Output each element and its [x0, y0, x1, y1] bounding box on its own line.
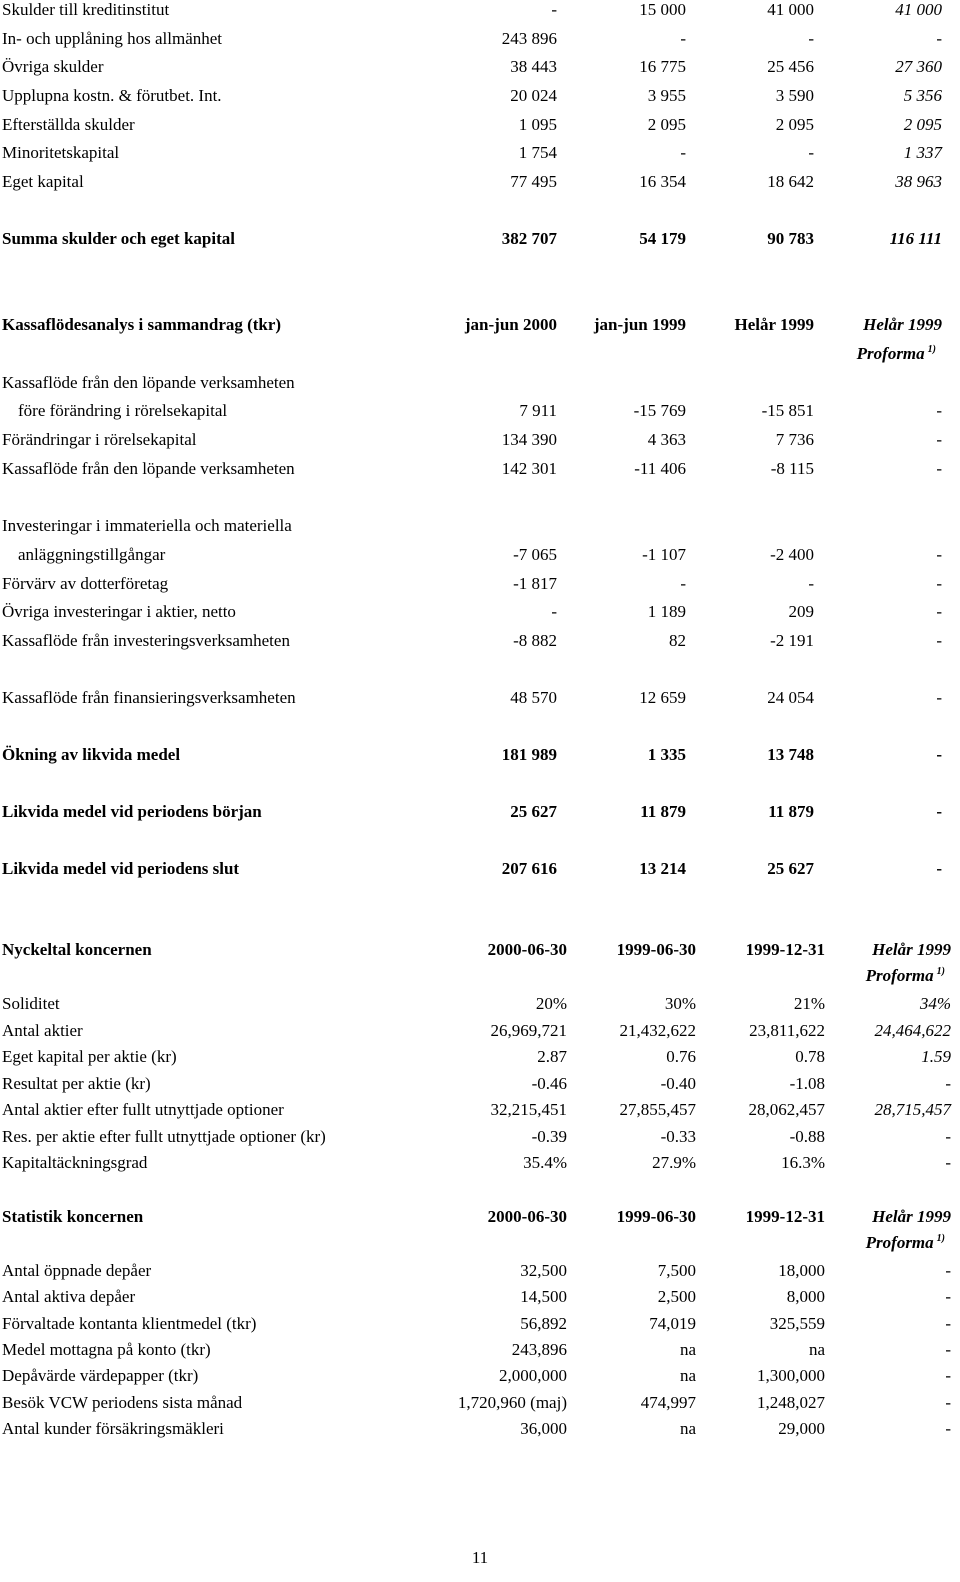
- row-label: Medel mottagna på konto (tkr): [2, 1339, 211, 1359]
- table-row: [0, 1048, 960, 1070]
- value-proforma: -: [936, 401, 942, 420]
- table-row: [0, 1315, 960, 1337]
- value-proforma: -: [945, 1261, 951, 1280]
- table-row: [0, 374, 960, 396]
- row-label: Kassaflöde från finansieringsverksamheten: [2, 688, 296, 707]
- value-jan-jun-2000: 1 095: [518, 115, 557, 134]
- value-proforma: -: [945, 1153, 951, 1172]
- row-label: Övriga investeringar i aktier, netto: [2, 602, 236, 621]
- value-1999-12-31: 21%: [793, 994, 825, 1013]
- value-proforma: 41 000: [895, 0, 942, 19]
- value-2000-06-30: 32,500: [520, 1261, 567, 1280]
- section-title: Kassaflödesanalys i sammandrag (tkr): [2, 315, 282, 334]
- value-jan-jun-2000: 77 495: [510, 172, 557, 191]
- column-header: 1999-06-30: [616, 940, 696, 959]
- value-1999-06-30: -0.33: [660, 1126, 696, 1146]
- value-2000-06-30: 1,720,960 (maj): [457, 1392, 567, 1412]
- value-proforma: -: [936, 859, 942, 878]
- table-row: [0, 1341, 960, 1363]
- value-1999-06-30: na: [679, 1418, 696, 1438]
- table-row: [0, 689, 960, 711]
- value-proforma: 38 963: [895, 172, 942, 191]
- value-jan-jun-1999: -15 769: [633, 401, 686, 420]
- value-jan-jun-2000: -7 065: [513, 545, 557, 564]
- value-proforma: -: [945, 1339, 951, 1359]
- value-jan-jun-2000: 134 390: [501, 430, 557, 449]
- table-row: [0, 575, 960, 597]
- value-proforma: -: [936, 574, 942, 593]
- row-label: Förvärv av dotterföretag: [2, 574, 169, 593]
- value-jan-jun-1999: 13 214: [639, 859, 686, 878]
- table-row: [0, 1128, 960, 1150]
- value-2000-06-30: 35.4%: [523, 1153, 567, 1172]
- table-row: [0, 1154, 960, 1176]
- value-1999-12-31: 18,000: [778, 1261, 825, 1280]
- table-row: [0, 1075, 960, 1097]
- table-row: [0, 402, 960, 424]
- row-label: före förändring i rörelsekapital: [18, 401, 228, 420]
- value-1999-12-31: 16.3%: [781, 1153, 825, 1172]
- table-row: [0, 1367, 960, 1389]
- row-label: Kassaflöde från investeringsverksamheten: [2, 631, 290, 650]
- row-label: Likvida medel vid periodens slut: [2, 859, 240, 878]
- column-subheader: [0, 1234, 960, 1256]
- value-jan-jun-2000: -8 882: [513, 631, 557, 650]
- proforma-text: Proforma: [865, 966, 934, 985]
- row-label: Antal öppnade depåer: [2, 1261, 152, 1280]
- value-helar-1999: -: [808, 143, 814, 162]
- table-row: [0, 603, 960, 625]
- value-helar-1999: -: [808, 29, 814, 48]
- column-header: Helår 1999: [734, 315, 814, 334]
- value-jan-jun-1999: 2 095: [647, 115, 686, 134]
- value-proforma: 2 095: [903, 115, 942, 134]
- value-jan-jun-1999: 16 354: [639, 172, 686, 191]
- column-header: Helår 1999: [863, 315, 942, 334]
- value-proforma: 1 337: [903, 143, 942, 162]
- table-row: [0, 1262, 960, 1284]
- row-label: Övriga skulder: [2, 57, 104, 76]
- value-proforma: -: [945, 1073, 951, 1093]
- section-header: [0, 316, 960, 338]
- value-2000-06-30: -0.39: [531, 1126, 567, 1146]
- value-1999-06-30: 7,500: [657, 1261, 696, 1280]
- value-jan-jun-1999: 12 659: [639, 688, 686, 707]
- value-2000-06-30: 20%: [535, 994, 567, 1013]
- row-label: Skulder till kreditinstitut: [2, 0, 170, 19]
- section-title: Nyckeltal koncernen: [2, 940, 152, 959]
- value-jan-jun-2000: -: [551, 0, 557, 19]
- value-helar-1999: -8 115: [770, 459, 814, 478]
- row-label: Depåvärde värdepapper (tkr): [2, 1366, 199, 1386]
- value-helar-1999: 25 456: [767, 57, 814, 76]
- value-proforma: -: [945, 1392, 951, 1412]
- value-proforma: 34%: [919, 994, 951, 1013]
- value-proforma: -: [936, 802, 942, 821]
- table-row: [0, 173, 960, 195]
- row-label: Efterställda skulder: [2, 115, 135, 134]
- value-helar-1999: -2 191: [770, 631, 814, 650]
- value-jan-jun-2000: -1 817: [513, 574, 557, 593]
- value-proforma: -: [936, 745, 942, 764]
- total-row: [0, 860, 960, 882]
- column-header: jan-jun 1999: [593, 315, 686, 334]
- column-header: Helår 1999: [872, 1207, 951, 1226]
- value-helar-1999: 25 627: [767, 859, 814, 878]
- value-helar-1999: 3 590: [775, 86, 814, 105]
- table-row: [0, 995, 960, 1017]
- value-helar-1999: -2 400: [770, 545, 814, 564]
- value-1999-12-31: -0.88: [789, 1126, 825, 1146]
- footnote-mark: 1): [936, 1233, 945, 1244]
- value-jan-jun-2000: 48 570: [510, 688, 557, 707]
- table-row: [0, 1101, 960, 1123]
- value-jan-jun-2000: 243 896: [501, 29, 557, 48]
- row-label: Kassaflöde från den löpande verksamheten: [2, 459, 295, 478]
- value-1999-12-31: na: [808, 1339, 825, 1359]
- column-header: Helår 1999: [872, 940, 951, 959]
- value-jan-jun-1999: -: [680, 143, 686, 162]
- column-subheader: [0, 967, 960, 989]
- value-2000-06-30: 56,892: [520, 1313, 567, 1333]
- row-label: Antal aktiva depåer: [2, 1287, 136, 1307]
- value-1999-12-31: 23,811,622: [749, 1020, 825, 1040]
- value-1999-12-31: -1.08: [789, 1073, 825, 1093]
- value-jan-jun-2000: -: [551, 602, 557, 621]
- table-row: [0, 1420, 960, 1442]
- value-1999-12-31: 0.78: [795, 1047, 825, 1066]
- value-proforma: -: [936, 29, 942, 48]
- value-helar-1999: 209: [788, 602, 814, 621]
- row-label: Likvida medel vid periodens början: [2, 802, 262, 821]
- value-proforma: -: [945, 1126, 951, 1146]
- value-jan-jun-1999: 82: [669, 631, 686, 650]
- value-jan-jun-1999: 15 000: [639, 0, 686, 19]
- table-row: [0, 517, 960, 539]
- column-header: 1999-12-31: [745, 940, 825, 959]
- value-1999-12-31: 8,000: [786, 1287, 825, 1307]
- table-row: [0, 1394, 960, 1416]
- value-proforma: -: [945, 1313, 951, 1333]
- value-helar-1999: 90 783: [767, 229, 814, 248]
- value-jan-jun-2000: 207 616: [501, 859, 557, 878]
- value-jan-jun-1999: -: [680, 574, 686, 593]
- value-1999-06-30: 30%: [664, 994, 696, 1013]
- value-1999-12-31: 29,000: [778, 1418, 825, 1438]
- value-1999-06-30: 474,997: [640, 1392, 696, 1412]
- table-row: [0, 116, 960, 138]
- value-1999-06-30: na: [679, 1366, 696, 1386]
- table-row: [0, 460, 960, 482]
- table-row: [0, 144, 960, 166]
- value-1999-06-30: na: [679, 1339, 696, 1359]
- value-2000-06-30: 32,215,451: [490, 1100, 567, 1119]
- footnote-mark: 1): [936, 966, 945, 977]
- total-row: [0, 803, 960, 825]
- value-1999-06-30: 74,019: [649, 1313, 696, 1333]
- value-1999-06-30: 0.76: [666, 1047, 696, 1066]
- value-1999-12-31: 325,559: [769, 1313, 825, 1333]
- row-label: Eget kapital per aktie (kr): [2, 1047, 177, 1066]
- value-1999-06-30: 21,432,622: [619, 1020, 696, 1040]
- row-label: anläggningstillgångar: [18, 545, 166, 564]
- value-helar-1999: 41 000: [767, 0, 814, 19]
- value-2000-06-30: 2.87: [537, 1047, 567, 1066]
- row-label: Res. per aktie efter fullt utnyttjade optioner (kr): [2, 1126, 326, 1146]
- row-label: Upplupna kostn. & förutbet. Int.: [2, 86, 222, 105]
- value-jan-jun-1999: 1 335: [647, 745, 686, 764]
- value-2000-06-30: 243,896: [511, 1339, 567, 1359]
- proforma-label: [857, 345, 936, 362]
- proforma-text: Proforma: [865, 1233, 934, 1252]
- row-label: Förvaltade kontanta klientmedel (tkr): [2, 1313, 257, 1333]
- value-jan-jun-2000: 1 754: [518, 143, 557, 162]
- value-jan-jun-2000: 142 301: [501, 459, 557, 478]
- value-2000-06-30: 2,000,000: [499, 1366, 567, 1386]
- row-label: Antal aktier efter fullt utnyttjade optioner: [2, 1100, 284, 1119]
- proforma-text: Proforma: [856, 344, 925, 363]
- value-proforma: 1.59: [921, 1047, 951, 1066]
- value-proforma: 24,464,622: [874, 1020, 951, 1040]
- value-jan-jun-1999: 16 775: [639, 57, 686, 76]
- value-proforma: -: [945, 1366, 951, 1386]
- table-row: [0, 58, 960, 80]
- value-helar-1999: -: [808, 574, 814, 593]
- column-header: 1999-06-30: [616, 1207, 696, 1226]
- total-row: [0, 746, 960, 768]
- value-jan-jun-1999: -: [680, 29, 686, 48]
- value-jan-jun-2000: 7 911: [519, 401, 557, 420]
- table-row: [0, 632, 960, 654]
- total-row: [0, 230, 960, 252]
- table-row: [0, 1022, 960, 1044]
- value-proforma: -: [936, 430, 942, 449]
- section-header: [0, 941, 960, 963]
- section-header: [0, 1208, 960, 1230]
- row-label: Summa skulder och eget kapital: [2, 229, 235, 248]
- row-label: Investeringar i immateriella och materiella: [2, 516, 292, 535]
- value-1999-12-31: 1,300,000: [757, 1366, 825, 1386]
- proforma-label: [866, 1234, 945, 1251]
- value-helar-1999: 13 748: [767, 745, 814, 764]
- value-jan-jun-1999: 54 179: [639, 229, 686, 248]
- value-jan-jun-1999: -1 107: [642, 545, 686, 564]
- table-row: [0, 546, 960, 568]
- value-helar-1999: 11 879: [768, 802, 814, 821]
- table-row: [0, 30, 960, 52]
- footnote-mark: 1): [927, 344, 936, 355]
- row-label: In- och upplåning hos allmänhet: [2, 29, 223, 48]
- row-label: Antal kunder försäkringsmäkleri: [2, 1418, 224, 1438]
- value-jan-jun-2000: 382 707: [501, 229, 557, 248]
- value-2000-06-30: 14,500: [520, 1287, 567, 1307]
- column-header: 1999-12-31: [745, 1207, 825, 1226]
- proforma-label: [866, 967, 945, 984]
- row-label: Besök VCW periodens sista månad: [2, 1392, 243, 1412]
- page-number: 11: [471, 1548, 489, 1567]
- row-label: Eget kapital: [2, 172, 84, 191]
- value-helar-1999: -15 851: [761, 401, 814, 420]
- value-jan-jun-1999: 11 879: [640, 802, 686, 821]
- row-label: Soliditet: [2, 994, 60, 1013]
- value-jan-jun-1999: -11 406: [634, 459, 686, 478]
- value-1999-06-30: 27.9%: [652, 1153, 696, 1172]
- value-helar-1999: 7 736: [775, 430, 814, 449]
- value-proforma: -: [945, 1418, 951, 1438]
- table-row: [0, 1, 960, 23]
- value-jan-jun-2000: 38 443: [510, 57, 557, 76]
- value-proforma: 27 360: [895, 57, 942, 76]
- value-1999-12-31: 28,062,457: [748, 1100, 825, 1119]
- value-jan-jun-2000: 181 989: [501, 745, 557, 764]
- row-label: Kapitaltäckningsgrad: [2, 1153, 148, 1172]
- value-jan-jun-1999: 1 189: [647, 602, 686, 621]
- column-header: jan-jun 2000: [464, 315, 557, 334]
- value-1999-06-30: 27,855,457: [619, 1100, 696, 1119]
- value-jan-jun-1999: 4 363: [647, 430, 686, 449]
- row-label: Minoritetskapital: [2, 143, 120, 162]
- value-proforma: -: [936, 545, 942, 564]
- value-proforma: -: [936, 688, 942, 707]
- value-2000-06-30: 36,000: [520, 1418, 567, 1438]
- column-header: 2000-06-30: [487, 940, 567, 959]
- value-helar-1999: 18 642: [767, 172, 814, 191]
- table-row: [0, 1288, 960, 1310]
- value-jan-jun-2000: 20 024: [510, 86, 557, 105]
- value-jan-jun-1999: 3 955: [647, 86, 686, 105]
- value-proforma: -: [936, 602, 942, 621]
- value-1999-06-30: 2,500: [657, 1287, 696, 1307]
- value-proforma: -: [936, 459, 942, 478]
- value-proforma: -: [945, 1287, 951, 1307]
- value-1999-12-31: 1,248,027: [757, 1392, 825, 1412]
- row-label: Resultat per aktie (kr): [2, 1073, 151, 1093]
- value-2000-06-30: -0.46: [531, 1073, 567, 1093]
- value-helar-1999: 24 054: [767, 688, 814, 707]
- value-jan-jun-2000: 25 627: [510, 802, 557, 821]
- value-proforma: 28,715,457: [874, 1100, 951, 1119]
- table-row: [0, 87, 960, 109]
- value-proforma: -: [936, 631, 942, 650]
- section-title: Statistik koncernen: [2, 1207, 144, 1226]
- value-proforma: 5 356: [903, 86, 942, 105]
- column-header: 2000-06-30: [487, 1207, 567, 1226]
- row-label: Ökning av likvida medel: [2, 745, 181, 764]
- row-label: Förändringar i rörelsekapital: [2, 430, 197, 449]
- row-label: Antal aktier: [2, 1020, 83, 1040]
- column-subheader: [0, 345, 960, 367]
- value-proforma: 116 111: [889, 229, 942, 248]
- row-label: Kassaflöde från den löpande verksamheten: [2, 373, 295, 392]
- value-1999-06-30: -0.40: [660, 1073, 696, 1093]
- value-2000-06-30: 26,969,721: [490, 1020, 567, 1040]
- value-helar-1999: 2 095: [775, 115, 814, 134]
- table-row: [0, 431, 960, 453]
